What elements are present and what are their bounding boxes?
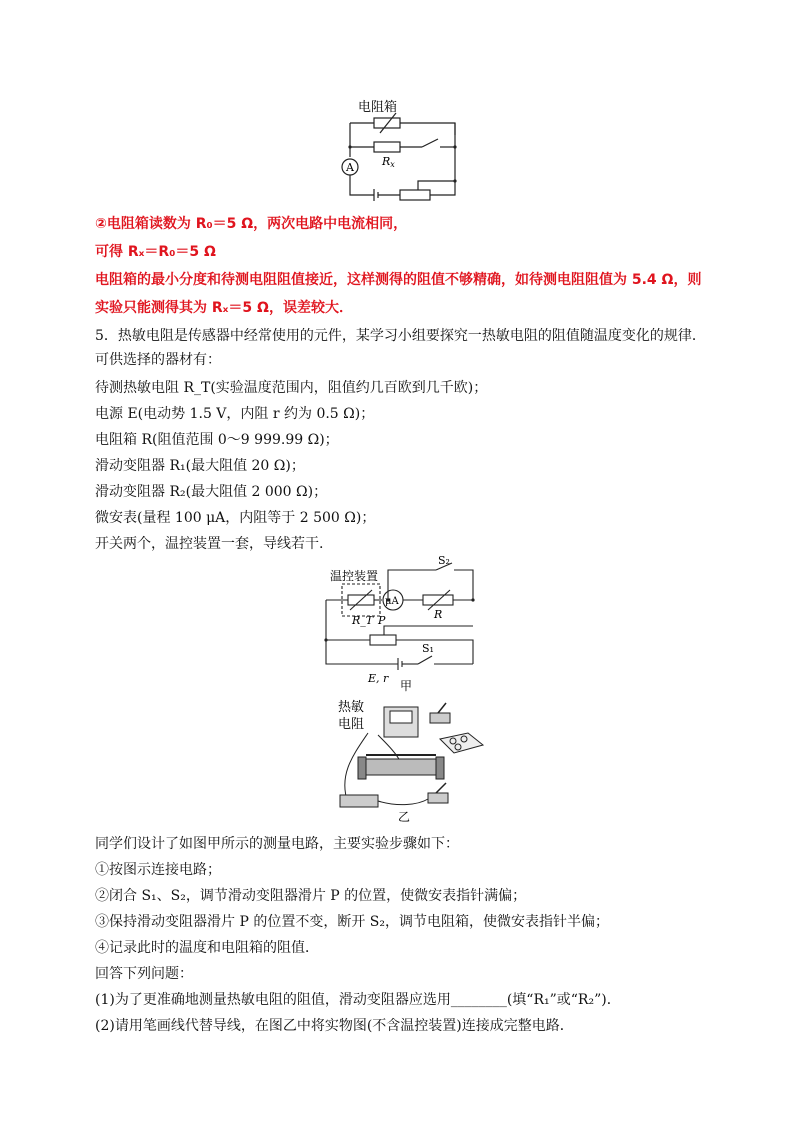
- figure-2-circuit: [318, 552, 483, 692]
- material-item: 滑动变阻器 R₂(最大阻值 2 000 Ω)；: [95, 484, 328, 500]
- answer-line-2: 可得 Rₓ＝R₀＝5 Ω: [95, 244, 216, 260]
- step-3: ③保持滑动变阻器滑片 P 的位置不变，断开 S₂，调节电阻箱，使微安表指针半偏；: [95, 914, 609, 930]
- fig3-thermistor-2: 电阻: [338, 717, 365, 732]
- fig2-p: P: [378, 614, 386, 627]
- material-item: 开关两个，温控装置一套，导线若干.: [95, 536, 324, 552]
- step-2: ②闭合 S₁、S₂，调节滑动变阻器滑片 P 的位置，使微安表指针满偏；: [95, 888, 527, 904]
- figure-1-circuit: [330, 95, 470, 207]
- fig2-rt: R_T: [352, 614, 374, 627]
- material-item: 电阻箱 R(阻值范围 0～9 999.99 Ω)；: [95, 432, 339, 448]
- question-1: (1)为了更准确地测量热敏电阻的阻值，滑动变阻器应选用________(填“R₁”或“R₂”)．: [95, 992, 621, 1008]
- fig2-er: E, r: [368, 672, 389, 685]
- answer-line-1: ②电阻箱读数为 R₀＝5 Ω，两次电路中电流相同，: [95, 216, 408, 232]
- fig3-caption: 乙: [398, 810, 411, 824]
- fig2-temp-box: 温控装置: [330, 569, 379, 583]
- questions-intro: 回答下列问题：: [95, 966, 193, 982]
- material-item: 滑动变阻器 R₁(最大阻值 20 Ω)；: [95, 458, 305, 474]
- step-1: ①按图示连接电路；: [95, 862, 221, 878]
- answer-line-4: 实验只能测得其为 Rₓ＝5 Ω，误差较大．: [95, 300, 353, 316]
- question-2: (2)请用笔画线代替导线，在图乙中将实物图(不含温控装置)连接成完整电路．: [95, 1018, 574, 1034]
- fig2-s1: S₁: [422, 642, 434, 655]
- problem-intro-1: 5．热敏电阻是传感器中经常使用的元件，某学习小组要探究一热敏电阻的阻值随温度变化的规律．: [95, 328, 706, 344]
- fig1-label-ammeter: A: [346, 161, 354, 174]
- figure-3-apparatus: [328, 695, 488, 825]
- answer-line-3: 电阻箱的最小分度和待测电阻阻值接近，这样测得的阻值不够精确，如待测电阻阻值为 5.4 Ω，则: [95, 272, 702, 288]
- fig2-caption: 甲: [400, 679, 413, 692]
- material-item: 微安表(量程 100 μA，内阻等于 2 500 Ω)；: [95, 510, 376, 526]
- fig2-s2: S₂: [438, 554, 450, 567]
- fig1-label-rx: Rx: [382, 155, 395, 169]
- step-4: ④记录此时的温度和电阻箱的阻值．: [95, 940, 319, 956]
- material-item: 待测热敏电阻 R_T(实验温度范围内，阻值约几百欧到几千欧)；: [95, 380, 488, 396]
- steps-intro: 同学们设计了如图甲所示的测量电路，主要实验步骤如下：: [95, 836, 459, 852]
- fig3-thermistor: 热敏: [338, 700, 365, 715]
- material-item: 电源 E(电动势 1.5 V，内阻 r 约为 0.5 Ω)；: [95, 406, 375, 422]
- problem-intro-2: 可供选择的器材有：: [95, 352, 221, 368]
- fig2-r: R: [434, 608, 443, 621]
- fig2-ua: μA: [385, 596, 399, 607]
- fig1-label-box: 电阻箱: [358, 100, 398, 115]
